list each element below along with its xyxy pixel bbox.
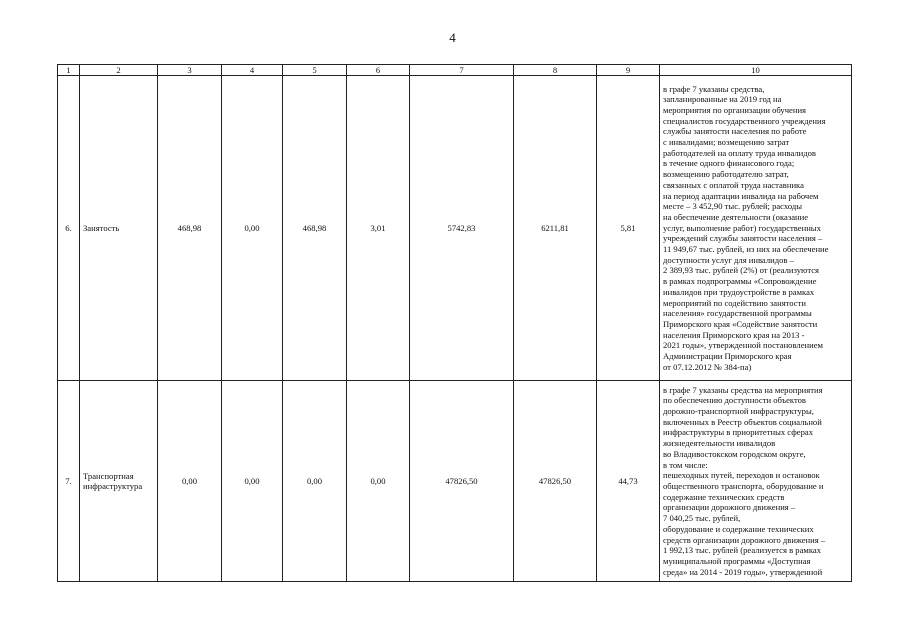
value-cell: 47826,50	[514, 381, 597, 582]
header-cell: 8	[514, 65, 597, 76]
description-line: специалистов государственного учреждения	[663, 115, 826, 126]
description-line: населения Приморского края на 2013 -	[663, 329, 805, 340]
description-line: 1 992,13 тыс. рублей (реализуется в рамках	[663, 545, 821, 556]
page-number: 4	[449, 30, 456, 45]
description-line: инвалидов при трудоустройстве в рамках	[663, 286, 815, 297]
description-line: доступности услуг для инвалидов –	[663, 254, 794, 265]
description-line: включенных в Реестр объектов социальной	[663, 416, 822, 427]
header-cell: 3	[158, 65, 222, 76]
description-cell	[660, 76, 852, 381]
header-row	[58, 65, 852, 76]
table-row	[58, 76, 852, 381]
description-line: 11 949,67 тыс. рублей, из них на обеспечение	[663, 244, 829, 255]
row-number: 6.	[58, 76, 80, 381]
description-line: 2 389,93 тыс. рублей (2%) от (реализуются	[663, 265, 819, 276]
description-line: дорожно-транспортной инфраструктуры,	[663, 406, 814, 417]
value-cell: 0,00	[283, 381, 347, 582]
description-line: пешеходных путей, переходов и остановок	[663, 470, 820, 481]
value-cell: 3,01	[347, 76, 410, 381]
description-line: в том числе:	[663, 459, 708, 470]
row-name: Транспортная инфраструктура	[80, 381, 158, 582]
description-line: среда» на 2014 - 2019 годы», утвержденной	[663, 566, 823, 577]
header-cell: 9	[597, 65, 660, 76]
description-line: содержание технических средств	[663, 491, 785, 502]
description-line: организации дорожного движения –	[663, 502, 796, 513]
description-line: в графе 7 указаны средства на мероприятия	[663, 384, 823, 395]
header-cell: 4	[222, 65, 283, 76]
description-line: во Владивостокском городском округе,	[663, 448, 806, 459]
description-line: связанных с оплатой труда наставника	[663, 179, 804, 190]
description-line: мероприятий по содействию занятости	[663, 297, 806, 308]
description-line: общественного транспорта, оборудование и	[663, 481, 824, 491]
description-cell	[660, 381, 852, 582]
description-line: учреждений службы занятости населения –	[663, 233, 823, 244]
header-cell: 6	[347, 65, 410, 76]
value-cell: 0,00	[222, 76, 283, 381]
value-cell: 0,00	[158, 381, 222, 582]
description-line: 2021 годы», утвержденной постановлением	[663, 340, 823, 351]
description-line: населения» государственной программы	[663, 308, 812, 319]
description-line: на период адаптации инвалида на рабочем	[663, 190, 819, 201]
description-line: работодателей на оплату труда инвалидов	[663, 147, 816, 158]
description-line: от 07.12.2012 № 384-па)	[663, 361, 752, 372]
description-line: в графе 7 указаны средства,	[663, 83, 765, 94]
value-cell: 44,73	[597, 381, 660, 582]
row-name: Занятость	[80, 76, 158, 381]
description-line: возмещению работодателю затрат,	[663, 169, 789, 180]
header-cell: 10	[660, 65, 852, 76]
description-line: муниципальной программы «Доступная	[663, 555, 811, 566]
value-cell: 0,00	[222, 381, 283, 582]
description-line: мероприятия по организации обучения	[663, 104, 807, 115]
description-line: услуг, выполнение работ) государственных	[663, 222, 821, 233]
value-cell: 468,98	[158, 76, 222, 381]
value-cell: 5,81	[597, 76, 660, 381]
value-cell: 47826,50	[410, 381, 514, 582]
description-line: 7 040,25 тыс. рублей,	[663, 513, 741, 524]
value-cell: 5742,83	[410, 76, 514, 381]
description-line: запланированные на 2019 год на	[663, 94, 782, 105]
description-line: оборудование и содержание технических	[663, 523, 814, 534]
description-line: Приморского края «Содействие занятости	[663, 318, 818, 329]
description-line: средств организации дорожного движения –	[663, 534, 826, 545]
description-line: в рамках подпрограммы «Сопровождение	[663, 276, 817, 287]
table-row	[58, 381, 852, 582]
header-cell: 1	[58, 65, 80, 76]
value-cell: 0,00	[347, 381, 410, 582]
description-line: инфраструктуры в приоритетных сферах	[663, 427, 814, 438]
description-line: Администрации Приморского края	[663, 351, 792, 362]
header-cell: 2	[80, 65, 158, 76]
description-line: месте – 3 452,90 тыс. рублей; расходы	[663, 201, 803, 212]
header-cell: 5	[283, 65, 347, 76]
value-cell: 6211,81	[514, 76, 597, 381]
header-cell: 7	[410, 65, 514, 76]
description-line: на обеспечение деятельности (оказание	[663, 211, 809, 222]
description-line: в течение одного финансового года;	[663, 158, 795, 169]
description-line: с инвалидами; возмещению затрат	[663, 137, 790, 148]
row-number: 7.	[58, 381, 80, 582]
description-line: по обеспечению доступности объектов	[663, 395, 806, 406]
description-line: жизнедеятельности инвалидов	[663, 438, 776, 449]
description-line: службы занятости населения по работе	[663, 126, 807, 137]
value-cell: 468,98	[283, 76, 347, 381]
data-table	[57, 64, 852, 582]
